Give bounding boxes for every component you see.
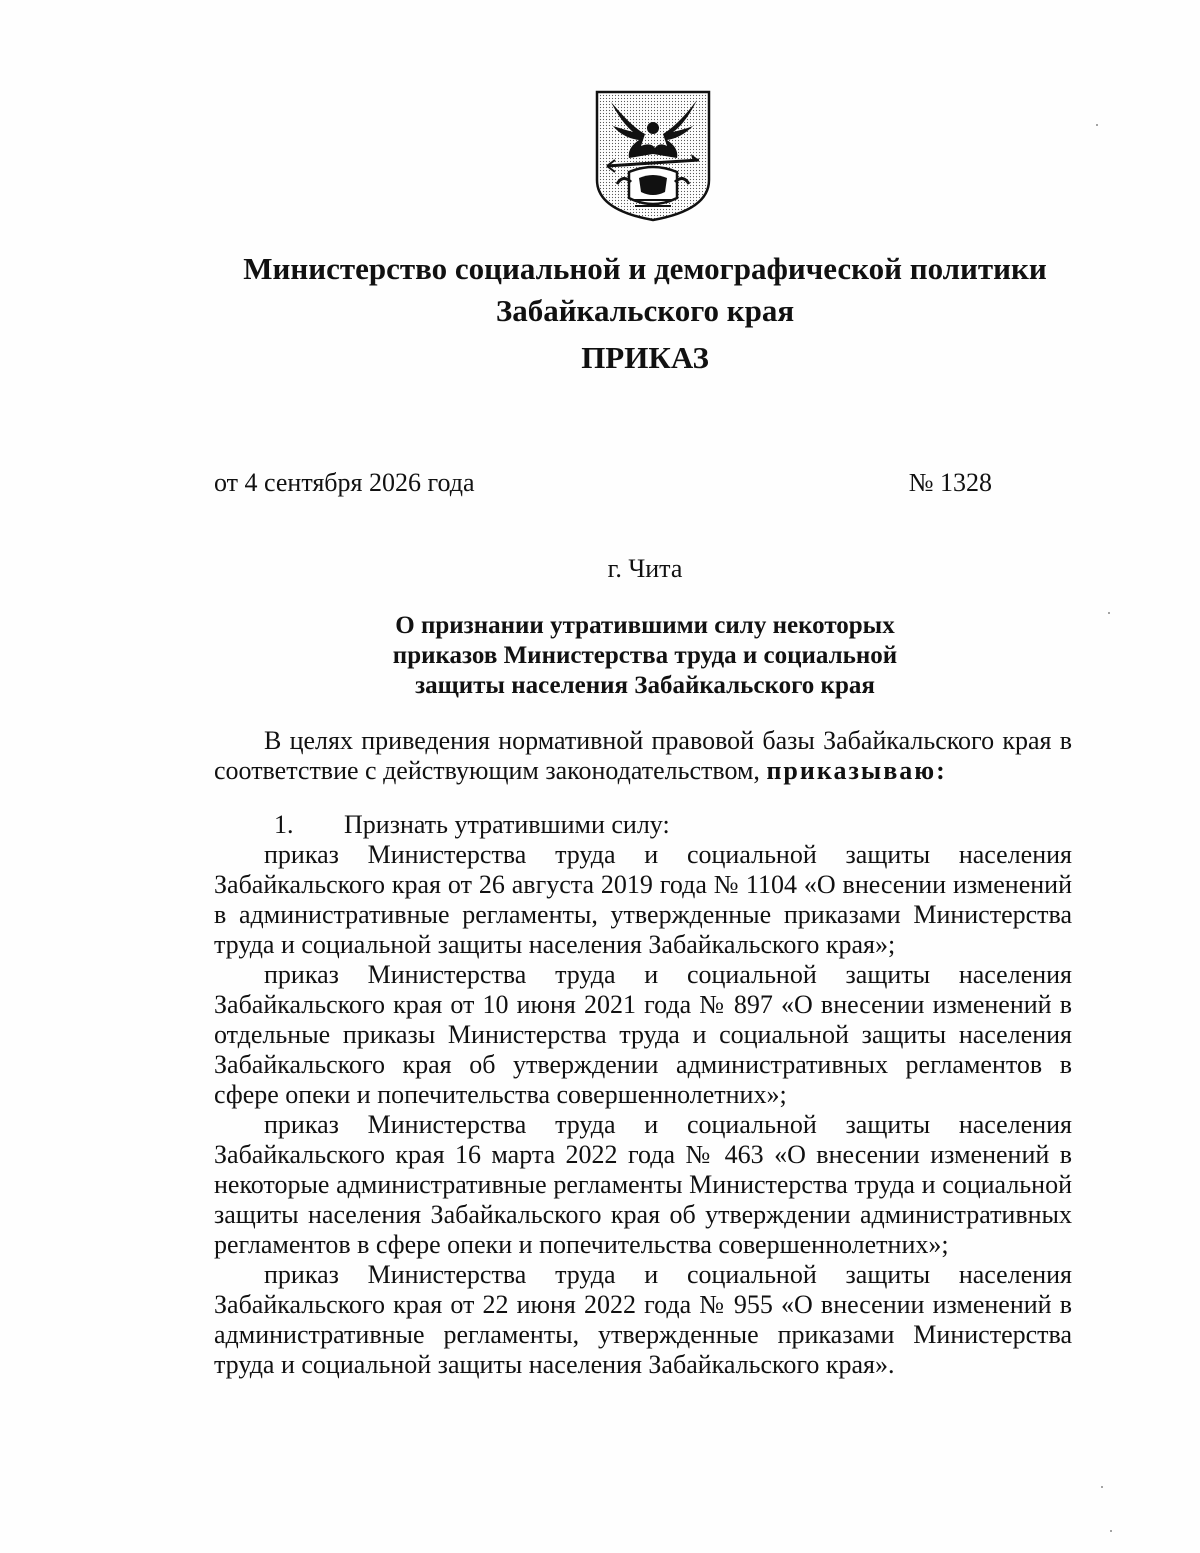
document-number: № 1328 (908, 468, 992, 497)
preamble-action: приказываю: (766, 756, 947, 785)
document-subject (0, 611, 1200, 701)
preamble-paragraph (214, 726, 1072, 786)
document-city: г. Чита (607, 554, 683, 583)
subject-line-3: защиты населения Забайкальского края (415, 672, 875, 699)
subject-line-2: приказов Министерства труда и социальной (392, 642, 898, 669)
document-date: от 4 сентября 2026 года (214, 468, 475, 497)
ministry-line-2: Забайкальского края (495, 293, 795, 328)
document-body (214, 726, 1072, 1380)
document-type: ПРИКАЗ (581, 340, 709, 375)
preamble-text: В целях приведения нормативной правовой базы Забайкальского края в соответствие с действующим законодательством, (214, 726, 1072, 785)
item-1-number: 1. (274, 810, 294, 839)
coat-of-arms-icon (593, 88, 713, 224)
repealed-order: приказ Министерства труда и социальной защиты населения Забайкальского края от 26 августа 2019 года № 1104 «О внесении изменений в административные регламенты, утвержденные приказами Министерства труда и социальной защиты населения Забайкальского края»; (214, 840, 1072, 959)
ministry-line-1: Министерство социальной и демографической политики (243, 251, 1047, 286)
item-1-text: Признать утратившими силу: (344, 810, 670, 839)
subject-line-1: О признании утратившими силу некоторых (395, 612, 895, 639)
repealed-order: приказ Министерства труда и социальной защиты населения Забайкальского края от 10 июня 2021 года № 897 «О внесении изменений в отдельные приказы Министерства труда и социальной защиты населения Забайкальского края об утверждении административных регламентов в сфере опеки и попечительства совершеннолетних»; (214, 960, 1072, 1109)
repealed-order: приказ Министерства труда и социальной защиты населения Забайкальского края 16 марта 2022 года № 463 «О внесении изменений в некоторые административные регламенты Министерства труда и социальной защиты населения Забайкальского края об утверждении административных регламентов в сфере опеки и попечительства совершеннолетних»; (214, 1110, 1072, 1259)
repealed-order: приказ Министерства труда и социальной защиты населения Забайкальского края от 22 июня 2022 года № 955 «О внесении изменений в административные регламенты, утвержденные приказами Министерства труда и социальной защиты населения Забайкальского края». (214, 1260, 1072, 1379)
ministry-name (0, 248, 1200, 332)
item-1 (214, 810, 1072, 840)
